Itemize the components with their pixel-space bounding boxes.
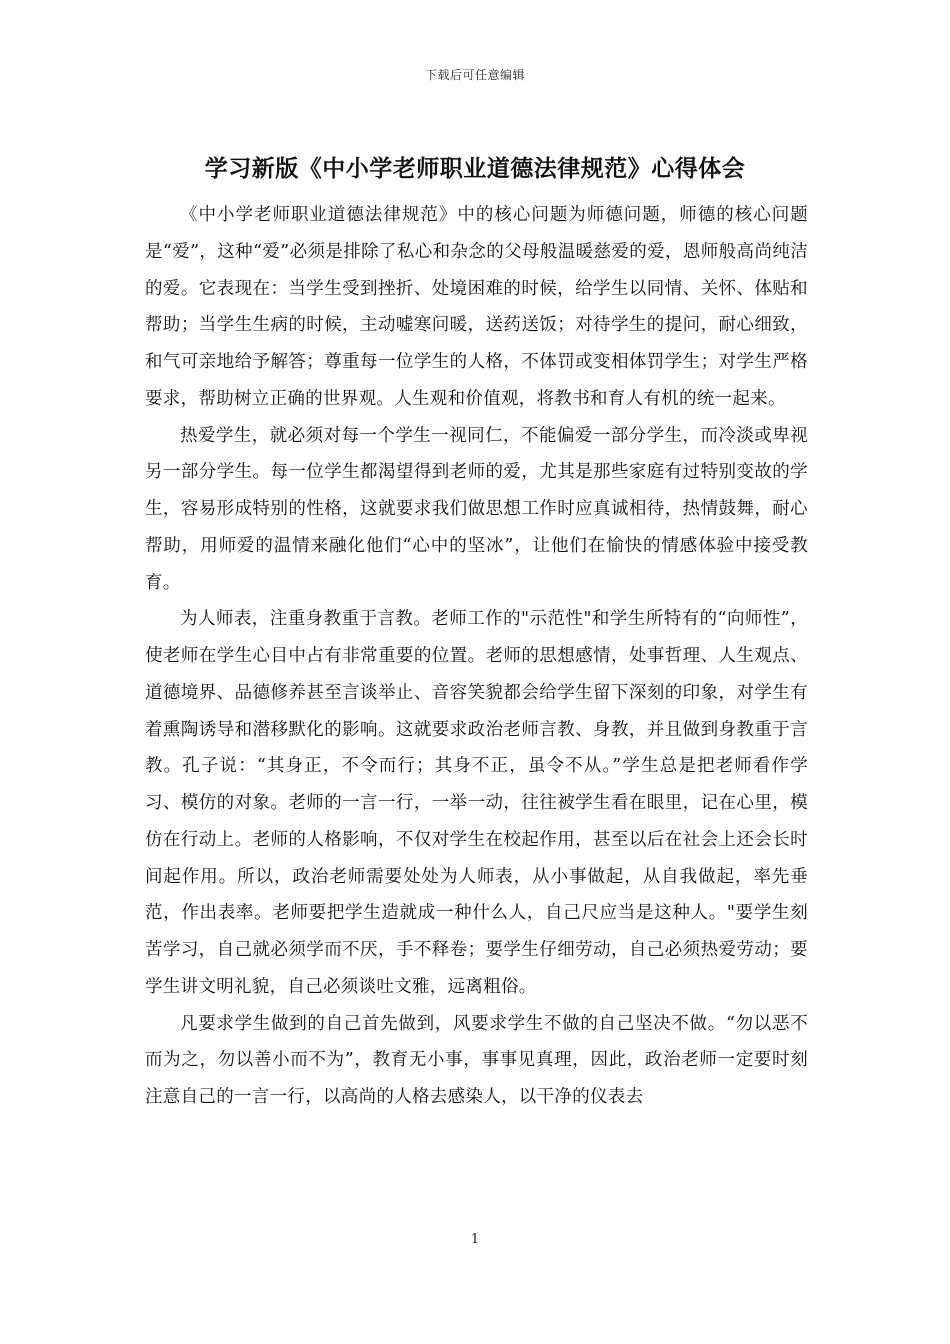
page-number: 1 [470, 1232, 480, 1247]
paragraph-3: 为人师表，注重身教重于言教。老师工作的"示范性"和学生所特有的“向师性”，使老师在学生心目中占有非常重要的位置。老师的思想感情，处事哲理、人生观点、道德境界、品德修养甚至言谈举止、音容笑貌都会给学生留下深刻的印象，对学生有着熏陶诱导和潜移默化的影响。这就要求政治老师言教、身教，并且做到身教重于言教。孔子说：“其身正，不令而行；其身不正，虽令不从。”学生总是把老师看作学习、模仿的对象。老师的一言一行，一举一动，往往被学生看在眼里，记在心里，模仿在行动上。老师的人格影响，不仅对学生在校起作用，甚至以后在社会上还会长时间起作用。所以，政治老师需要处处为人师表，从小事做起，从自我做起，率先垂范，作出表率。老师要把学生造就成一种什么人，自己尺应当是这种人。"要学生刻苦学习，自己就必须学而不厌，手不释卷；要学生仔细劳动，自己必须热爱劳动；要学生讲文明礼貌，自己必须谈吐文雅，远离粗俗。 [145, 609, 808, 997]
paragraph-1: 《中小学老师职业道德法律规范》中的核心问题为师德问题，师德的核心问题是“爱”，这种“爱”必须是排除了私心和杂念的父母般温暖慈爱的爱，恩师般高尚纯洁的爱。它表现在：当学生受到挫折、处境困难的时候，给学生以同情、关怀、体贴和帮助；当学生生病的时候，主动嘘寒问暖，送药送饭；对待学生的提问，耐心细致，和气可亲地给予解答；尊重每一位学生的人格，不体罚或变相体罚学生；对学生严格要求，帮助树立正确的世界观。人生观和价值观，将教书和育人有机的统一起来。 [145, 205, 808, 409]
document-body [145, 197, 808, 1116]
paragraph-2: 热爱学生，就必须对每一个学生一视同仁，不能偏爱一部分学生，而冷淡或卑视另一部分学生。每一位学生都渴望得到老师的爱，尤其是那些家庭有过特别变故的学生，容易形成特别的性格，这就要求我们做思想工作时应真诚相待，热情鼓舞，耐心帮助，用师爱的温情来融化他们“心中的坚冰”，让他们在愉快的情感体验中接受教育。 [145, 425, 808, 593]
document-title: 学习新版《中小学老师职业道德法律规范》心得体会 [204, 155, 746, 182]
paragraph-4: 凡要求学生做到的自己首先做到，风要求学生不做的自己坚决不做。“勿以恶不而为之，勿以善小而不为”，教育无小事，事事见真理，因此，政治老师一定要时刻注意自己的一言一行，以高尚的人格去感染人，以干净的仪表去 [145, 1013, 808, 1107]
page-header: 下载后可任意编辑 [424, 68, 525, 82]
